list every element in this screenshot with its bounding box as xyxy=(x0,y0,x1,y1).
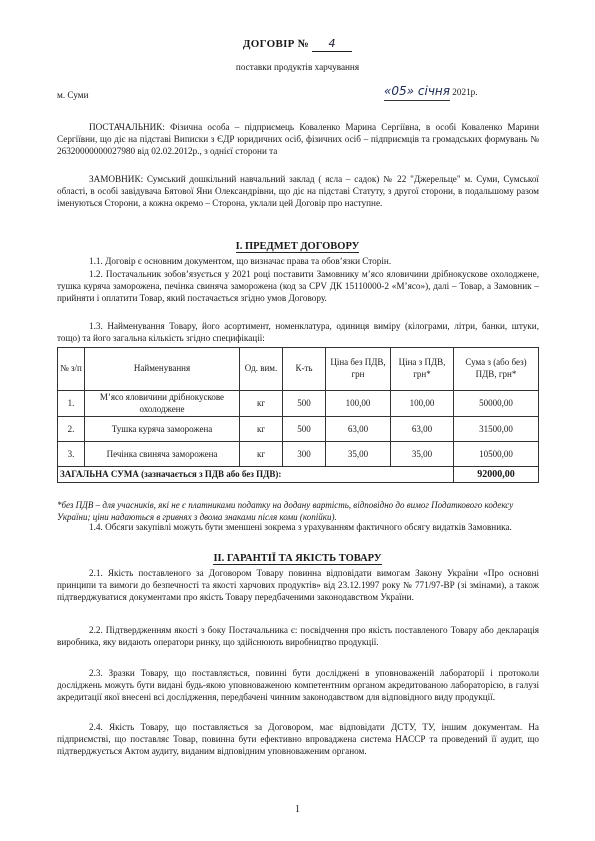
col-header: № з/п xyxy=(58,348,85,391)
section-1-heading: І. ПРЕДМЕТ ДОГОВОРУ xyxy=(235,241,360,252)
cell: 100,00 xyxy=(391,391,454,417)
contract-title xyxy=(0,37,595,52)
table-row xyxy=(58,442,539,467)
col-header: Сума з (або без) ПДВ, грн* xyxy=(454,348,539,391)
clause-1-1: 1.1. Договір є основним документом, що визначає права та обов’язки Сторін. xyxy=(89,256,392,266)
col-header: Ціна з ПДВ, грн* xyxy=(391,348,454,391)
contract-number-handwritten: 4 xyxy=(312,37,352,52)
supplier-paragraph: ПОСТАЧАЛЬНИК: Фізична особа – підприємець Коваленко Марина Сергіївна, в особі Коваленко Марини Сергіївни, що діє на підставі Виписки з ЄДР юридичних осіб, фізичних осіб – підприємців та громадських формувань № 26320000000027980 від 02.02.2012р., з однієї сторони та xyxy=(57,122,539,156)
contract-date xyxy=(384,84,478,101)
cell: 63,00 xyxy=(391,417,454,442)
cell: 50000,00 xyxy=(454,391,539,417)
cell: 100,00 xyxy=(326,391,391,417)
table-row xyxy=(58,391,539,417)
col-header: Ціна без ПДВ, грн xyxy=(326,348,391,391)
cell: 63,00 xyxy=(326,417,391,442)
table-total-row xyxy=(58,467,539,483)
cell: Тушка куряча заморожена xyxy=(85,417,240,442)
section-2-heading: ІІ. ГАРАНТІЇ ТА ЯКІСТЬ ТОВАРУ xyxy=(213,553,382,564)
cell: М’ясо яловичини дрібнокускове охолоджене xyxy=(85,391,240,417)
col-header: Од. вим. xyxy=(240,348,283,391)
col-header: Найменування xyxy=(85,348,240,391)
cell: кг xyxy=(240,417,283,442)
contract-city: м. Суми xyxy=(57,90,89,100)
table-header-row xyxy=(58,348,539,391)
clause-2-2: 2.2. Підтвердженням якості з боку Постачальника є: посвідчення про якість поставленого Товару або декларація виробника, яку видають оператори ринку, що здійснюють виробництво продукції. xyxy=(57,625,539,647)
page-number: 1 xyxy=(295,804,300,815)
cell: 500 xyxy=(283,417,326,442)
cell: 300 xyxy=(283,442,326,467)
table-footnote: *без ПДВ – для учасників, які не є платниками податку на додану вартість, відповідно до вимог Податкового кодексу України; ціни надаються в гривнях з двома знаками після коми (копійки). xyxy=(57,500,514,522)
cell: 1. xyxy=(58,391,85,417)
table-row xyxy=(58,417,539,442)
total-value: 92000,00 xyxy=(454,467,539,483)
cell: 31500,00 xyxy=(454,417,539,442)
clause-1-3: 1.3. Найменування Товару, його асортимент, номенклатура, одиниця виміру (кілограми, літри, банки, штуки, тощо) та його загальна кількість згідно специфікації: xyxy=(57,321,539,343)
cell: кг xyxy=(240,391,283,417)
date-handwritten: «05» січня xyxy=(384,84,450,101)
cell: 3. xyxy=(58,442,85,467)
total-label: ЗАГАЛЬНА СУМА (зазначається з ПДВ або без ПДВ): xyxy=(58,467,454,483)
col-header: К-ть xyxy=(283,348,326,391)
date-year: 2021р. xyxy=(452,87,478,97)
clause-2-3: 2.3. Зразки Товару, що поставляється, повинні бути досліджені в уповноваженій лабораторії і протоколи досліджень можуть бути видані будь-якою уповноваженою компетентним органом акредитованою лабораторією, в галузі акредитації якої внесені всі дослідження, передбачені чинним законодавством для відповідного виду продукції. xyxy=(57,668,539,702)
clause-1-4: 1.4. Обсяги закупівлі можуть бути зменшені зокрема з урахуванням фактичного обсягу видатків Замовника. xyxy=(89,522,512,532)
cell: 10500,00 xyxy=(454,442,539,467)
specification-table xyxy=(57,347,539,483)
cell: 35,00 xyxy=(391,442,454,467)
clause-2-1: 2.1. Якість поставленого за Договором Товару повинна відповідати вимогам Закону України «Про основні принципи та вимоги до безпечності та якості харчових продуктів» від 23.12.1997 року № 771/97-ВР (зі змінами), а також підтверджуватися документами про якість Товару передбаченими законодавством України. xyxy=(57,568,539,602)
cell: 2. xyxy=(58,417,85,442)
contract-subtitle: поставки продуктів харчування xyxy=(235,62,360,72)
customer-paragraph: ЗАМОВНИК: Сумський дошкільний навчальний заклад ( ясла – садок) № 22 "Джерельце" м. Суми, Сумської області, в особі завідувача Бятової Яни Олександрівни, що діє на підставі Статуту, з другої сторони, в подальшому разом іменуються Сторони, а кожна окремо – Сторона, уклали цей Договір про наступне. xyxy=(57,174,539,208)
cell: Печінка свиняча заморожена xyxy=(85,442,240,467)
cell: кг xyxy=(240,442,283,467)
clause-1-2: 1.2. Постачальник зобов’язується у 2021 році поставити Замовнику м’ясо яловичини дрібнокускове охолоджене, тушка куряча заморожена, печінка свиняча заморожена (код за СРV ДК 15110000-2 «М’ясо»), далі – Товар, а Замовник – прийняти і оплатити Товар, який постачається згідно умов Договору. xyxy=(57,269,539,303)
cell: 500 xyxy=(283,391,326,417)
title-prefix: ДОГОВІР № xyxy=(242,38,310,50)
cell: 35,00 xyxy=(326,442,391,467)
clause-2-4: 2.4. Якість Товару, що поставляється за Договором, має відповідати ДСТУ, ТУ, іншим документам. На підприємстві, що поставляє Товар, повинна бути ефективно впроваджена система НАССР та проведений її аудит, що підтверджується Актом аудиту, виданим відповідним уповноваженим органом. xyxy=(57,722,539,756)
